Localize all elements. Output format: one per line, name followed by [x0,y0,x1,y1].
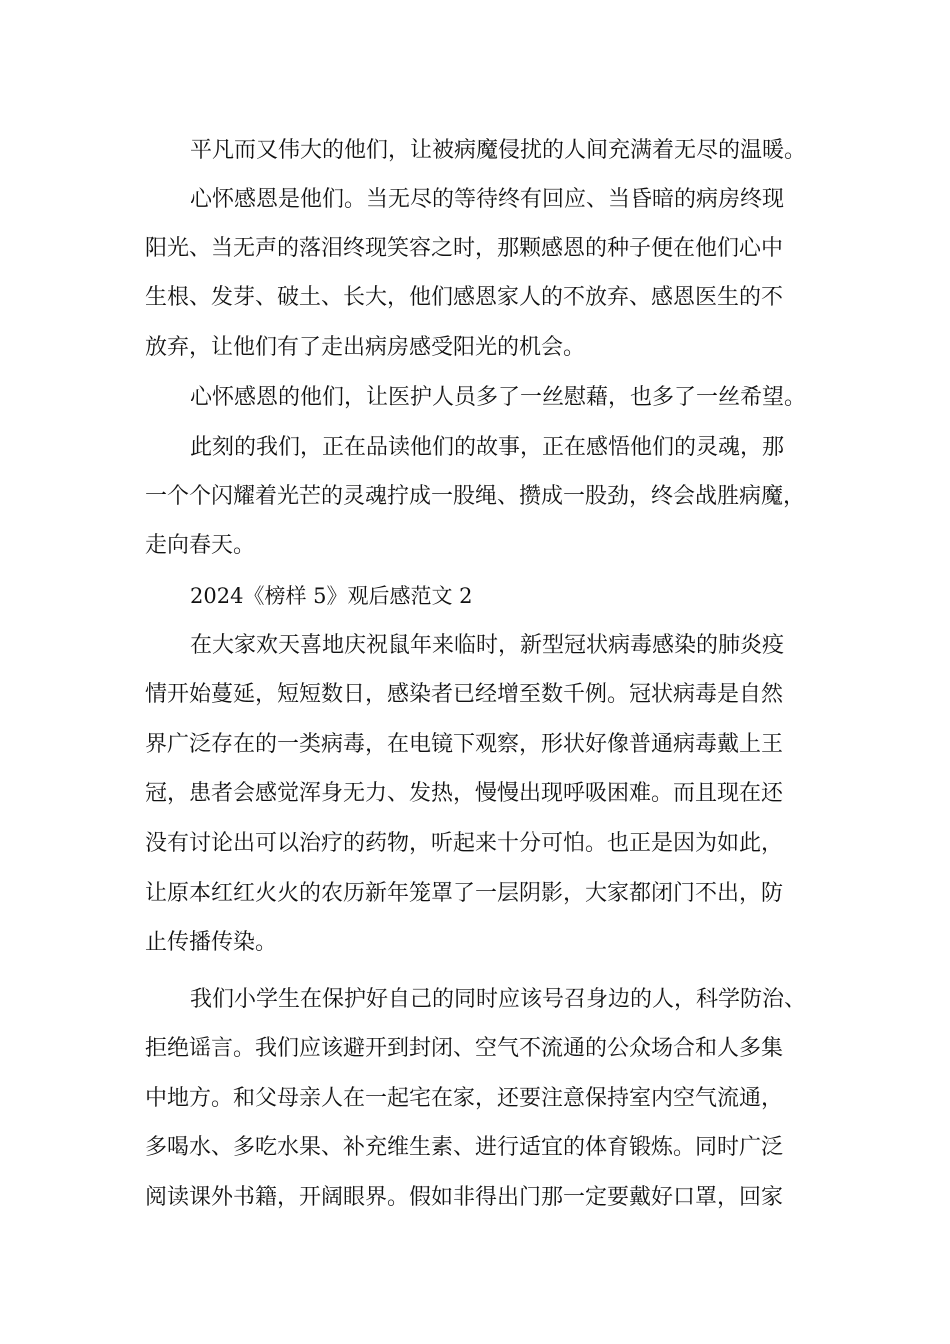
text-line: 一个个闪耀着光芒的灵魂拧成一股绳、攒成一股劲，终会战胜病魔， [145,484,806,509]
text-line: 放弃，让他们有了走出病房感受阳光的机会。 [145,335,586,360]
text-line: 平凡而又伟大的他们，让被病魔侵扰的人间充满着无尽的温暖。 [190,138,807,163]
text-line: 让原本红红火火的农历新年笼罩了一层阴影，大家都闭门不出，防 [145,881,784,906]
text-line: 生根、发芽、破土、长大，他们感恩家人的不放弃、感恩医生的不 [145,285,784,310]
text-line: 情开始蔓延，短短数日，感染者已经增至数千例。冠状病毒是自然 [145,682,784,707]
text-line: 止传播传染。 [145,930,278,955]
text-line: 冠，患者会感觉浑身无力、发热，慢慢出现呼吸困难。而且现在还 [145,781,784,806]
paragraph-start-line: 心怀感恩的他们，让医护人员多了一丝慰藉，也多了一丝希望。 [190,385,807,410]
section-heading: 2024《榜样 5》观后感范文 2 [190,584,473,608]
text-line: 阳光、当无声的落泪终现笑容之时，那颗感恩的种子便在他们心中 [145,236,784,261]
text-line: 中地方。和父母亲人在一起宅在家，还要注意保持室内空气流通， [145,1086,784,1111]
text-line: 多喝水、多吃水果、补充维生素、进行适宜的体育锻炼。同时广泛 [145,1135,784,1160]
paragraph-start-line: 在大家欢天喜地庆祝鼠年来临时，新型冠状病毒感染的肺炎疫 [190,633,785,658]
text-line: 没有讨论出可以治疗的药物，听起来十分可怕。也正是因为如此， [145,831,784,856]
paragraph-start-line: 心怀感恩是他们。当无尽的等待终有回应、当昏暗的病房终现 [190,187,785,212]
paragraph-start-line: 此刻的我们，正在品读他们的故事，正在感悟他们的灵魂，那 [190,435,785,460]
paragraph-start-line: 我们小学生在保护好自己的同时应该号召身边的人，科学防治、 [190,987,807,1012]
text-line: 阅读课外书籍，开阔眼界。假如非得出门那一定要戴好口罩，回家 [145,1185,784,1210]
text-line: 界广泛存在的一类病毒，在电镜下观察，形状好像普通病毒戴上王 [145,732,784,757]
text-line: 走向春天。 [145,533,256,558]
text-line: 拒绝谣言。我们应该避开到封闭、空气不流通的公众场合和人多集 [145,1036,784,1061]
